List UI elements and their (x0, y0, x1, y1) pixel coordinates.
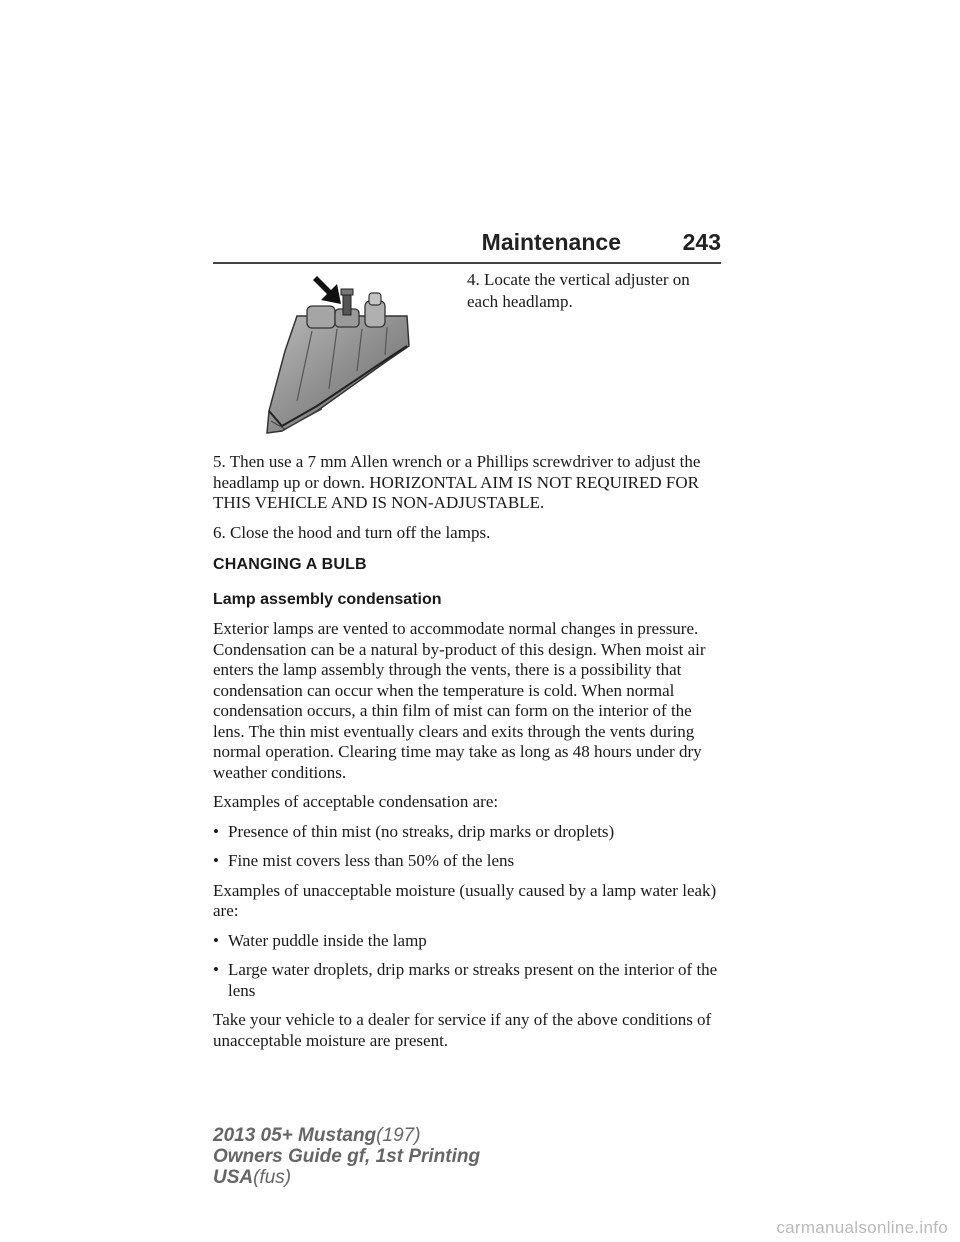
adjuster-arrow-icon (313, 276, 341, 304)
list-item: • Presence of thin mist (no streaks, drip marks or droplets) (213, 821, 615, 841)
page-number: 243 (682, 229, 721, 255)
print-footer (213, 1125, 480, 1188)
list-item: • Water puddle inside the lamp (213, 930, 427, 950)
headlamp-vertical-adjuster-illustration (257, 271, 417, 441)
list-item: • Large water droplets, drip marks or streaks present on the interior of the lens (213, 960, 718, 1000)
page-header (213, 226, 721, 264)
section-title: Maintenance (481, 229, 621, 255)
step-4-text: 4. Locate the vertical adjuster on each headlamp. (467, 270, 690, 311)
closing-paragraph: Take your vehicle to a dealer for service if any of the above conditions of unacceptable moisture are present. (213, 1010, 712, 1050)
footer-guide: Owners Guide gf, 1st Printing (213, 1146, 481, 1167)
footer-code: (197) (376, 1125, 421, 1146)
step-5-text: 5. Then use a 7 mm Allen wrench or a Phillips screwdriver to adjust the headlamp up or down. HORIZONTAL AIM IS NOT REQUIRED FOR THIS VEHICLE AND IS NON-ADJUSTABLE. (213, 452, 701, 512)
bullet-icon: • (213, 960, 219, 979)
bullet-icon: • (213, 930, 219, 950)
condensation-paragraph: Exterior lamps are vented to accommodate normal changes in pressure. Condensation can be a natural by-product of this design. When moist air enters the lamp assembly through the vents, there is a possibility that condensation can occur when the temperature is cold. When normal condensation occurs, a thin film of mist can form on the interior of the lens. The thin mist eventually clears and exits through the vents during normal operation. Clearing time may take as long as 48 hours under dry weather conditions. (213, 619, 706, 782)
bullet-icon: • (213, 851, 219, 870)
footer-market-code: (fus) (253, 1167, 292, 1188)
section-heading: CHANGING A BULB (213, 556, 367, 573)
list-item: • Fine mist covers less than 50% of the lens (213, 851, 515, 870)
bullet-icon: • (213, 821, 219, 841)
acceptable-intro: Examples of acceptable condensation are: (213, 792, 499, 811)
step-6-text: 6. Close the hood and turn off the lamps. (213, 522, 491, 542)
footer-model: 2013 05+ Mustang (213, 1125, 377, 1146)
unacceptable-intro: Examples of unacceptable moisture (usually caused by a lamp water leak) are: (213, 880, 717, 920)
main-content (213, 452, 725, 1060)
subsection-heading: Lamp assembly condensation (213, 590, 442, 608)
watermark: carmanualsonline.info (776, 1218, 948, 1237)
headlamp-figure (257, 271, 417, 441)
footer-market: USA (213, 1167, 254, 1188)
